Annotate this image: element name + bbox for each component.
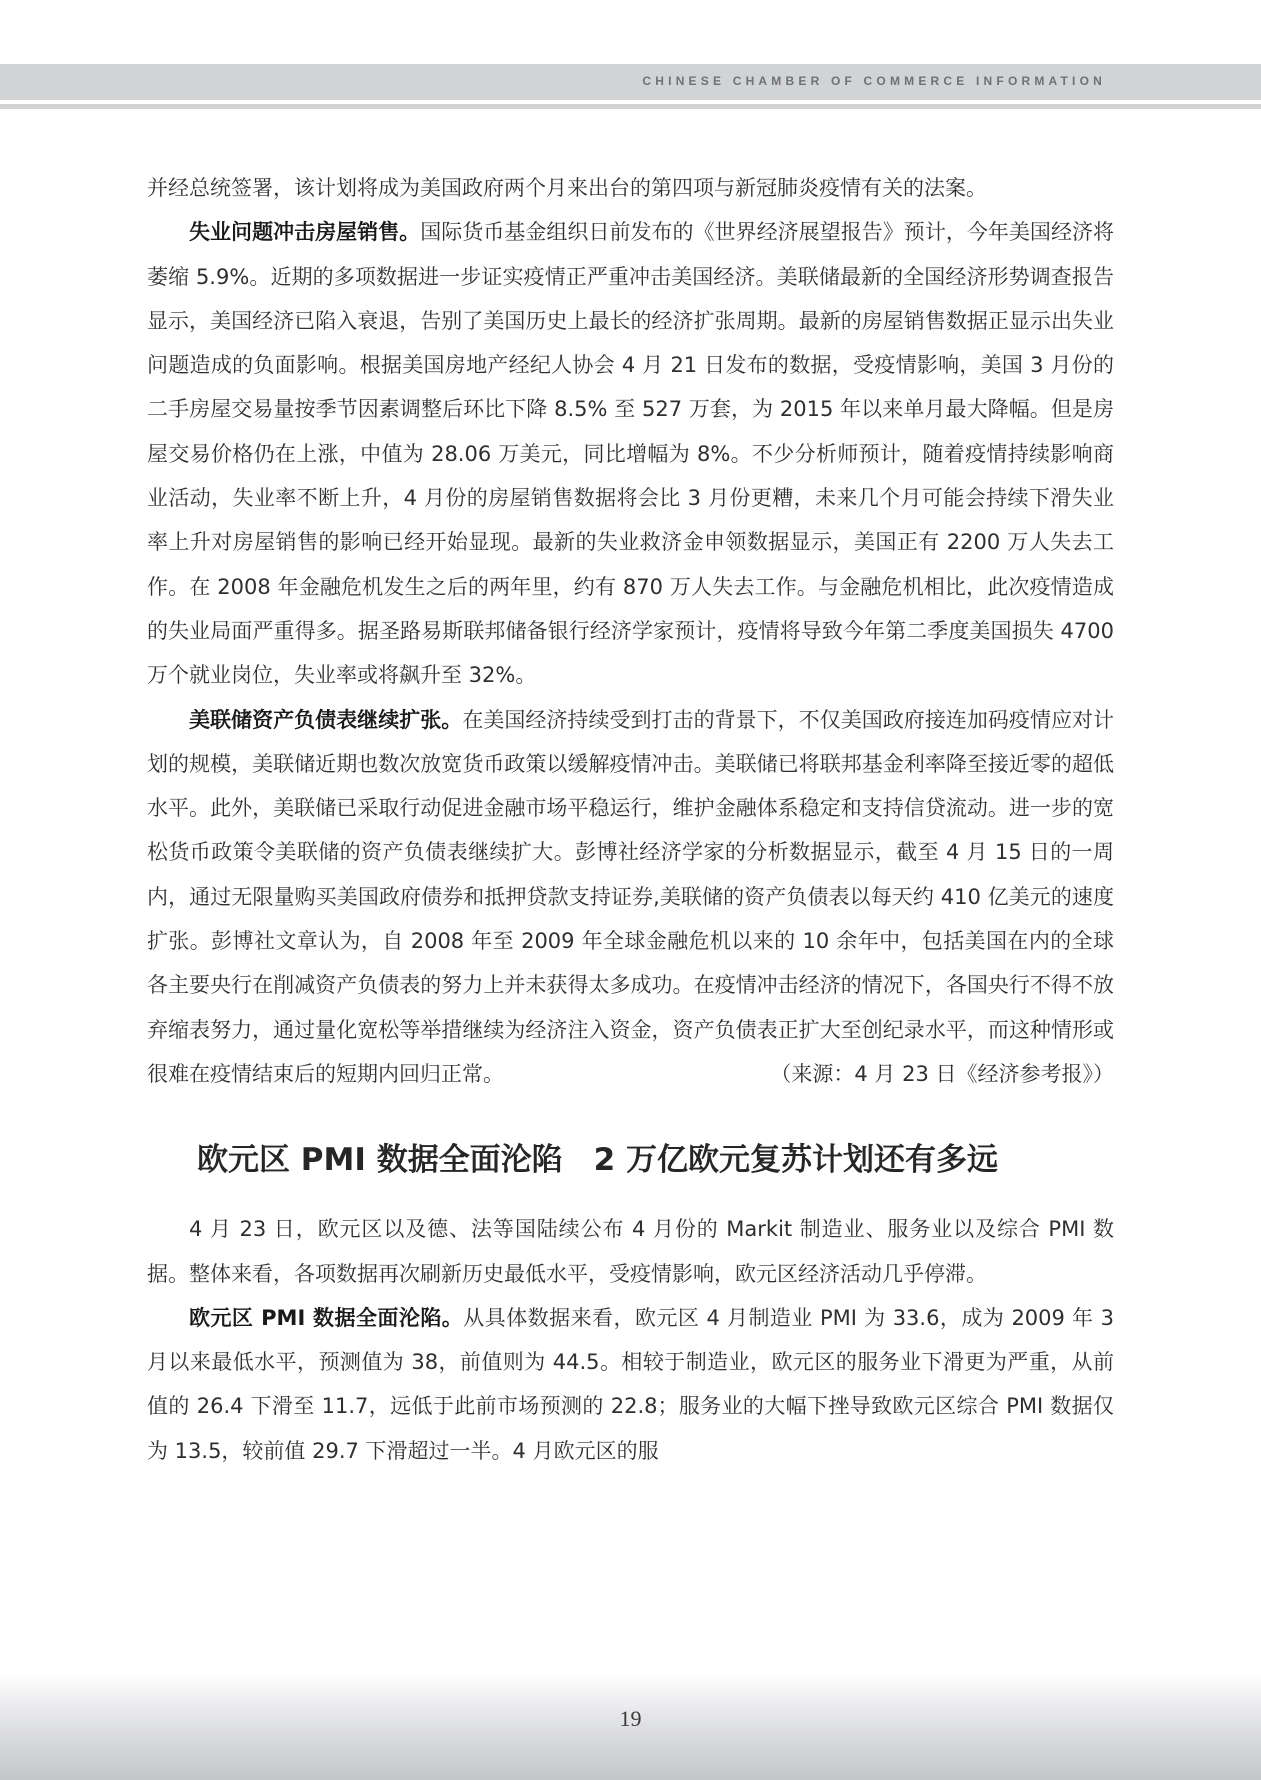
paragraph-body: 国际货币基金组织日前发布的《世界经济展望报告》预计，今年美国经济将萎缩 5.9%。近期的多项数据进一步证实疫情正严重冲击美国经济。美联储最新的全国经济形势调查报告显示，美国经济已陷入衰退，告别了美国历史上最长的经济扩张周期。最新的房屋销售数据正显示出失业问题造成的负面影响。根据美国房地产经纪人协会 4 月 21 日发布的数据，受疫情影响，美国 3 月份的二手房屋交易量按季节因素调整后环比下降 8.5% 至 527 万套，为 2015 年以来单月最大降幅。但是房屋交易价格仍在上涨，中值为 28.06 万美元，同比增幅为 8%。不少分析师预计，随着疫情持续影响商业活动，失业率不断上升，4 月份的房屋销售数据将会比 3 月份更糟，未来几个月可能会持续下滑失业率上升对房屋销售的影响已经开始显现。最新的失业救济金申领数据显示，美国正有 2200 万人失去工作。在 2008 年金融危机发生之后的两年里，约有 870 万人失去工作。与金融危机相比，此次疫情造成的失业局面严重得多。据圣路易斯联邦储备银行经济学家预计，疫情将导致今年第二季度美国损失 4700 万个就业岗位，失业率或将飙升至 32%。 [147, 220, 1115, 688]
header-band [0, 64, 1261, 100]
paragraph-fed-balance-sheet [147, 698, 1114, 1097]
paragraph-heading: 失业问题冲击房屋销售。 [189, 220, 421, 245]
article-intro-tail: 并经总统签署，该计划将成为美国政府两个月来出台的第四项与新冠肺炎疫情有关的法案。 [147, 176, 987, 200]
article-title: 欧元区 PMI 数据全面沦陷 2 万亿欧元复苏计划还有多远 [197, 1142, 999, 1179]
page-number: 19 [619, 1706, 642, 1731]
header-divider [0, 104, 1261, 109]
publication-header: CHINESE CHAMBER OF COMMERCE INFORMATION [642, 74, 1106, 88]
paragraph-body: 从具体数据来看，欧元区 4 月制造业 PMI 为 33.6，成为 2009 年 3 月以来最低水平，预测值为 38，前值则为 44.5。相较于制造业，欧元区的服务业下滑更为严重，从前值的 26.4 下滑至 11.7，远低于此前市场预测的 22.8；服务业的大幅下挫导致欧元区综合 PMI 数据仅为 13.5，较前值 29.7 下滑超过一半。4 月欧元区的服 [147, 1305, 1114, 1463]
paragraph-unemployment-housing [147, 210, 1114, 697]
paragraph-body: 在美国经济持续受到打击的背景下，不仅美国政府接连加码疫情应对计划的规模，美联储近期也数次放宽货币政策以缓解疫情冲击。美联储已将联邦基金利率降至接近零的超低水平。此外，美联储已采取行动促进金融市场平稳运行，维护金融体系稳定和支持信贷流动。进一步的宽松货币政策令美联储的资产负债表继续扩大。彭博社经济学家的分析数据显示，截至 4 月 15 日的一周内，通过无限量购买美国政府债券和抵押贷款支持证券,美联储的资产负债表以每天约 410 亿美元的速度扩张。彭博社文章认为，自 2008 年至 2009 年全球金融危机以来的 10 余年中，包括美国在内的全球各主要央行在削减资产负债表的努力上并未获得太多成功。在疫情冲击经济的情况下，各国央行不得不放弃缩表努力，通过量化宽松等举措继续为经济注入资金，资产负债表正扩大至创纪录水平，而这种情形或很难在疫情结束后的短期内回归正常。 [147, 707, 1115, 1086]
paragraph-heading: 欧元区 PMI 数据全面沦陷。 [189, 1305, 464, 1330]
paragraph-eurozone-intro: 4 月 23 日，欧元区以及德、法等国陆续公布 4 月份的 Markit 制造业、服务业以及综合 PMI 数据。整体来看，各项数据再次刷新历史最低水平，受疫情影响，欧元区经济活动几乎停滞。 [147, 1217, 1114, 1286]
paragraph-heading: 美联储资产负债表继续扩张。 [189, 707, 463, 732]
source-citation: （来源：4 月 23 日《经济参考报》） [770, 1061, 1114, 1086]
page-content [147, 166, 1114, 1473]
paragraph-eurozone-pmi [147, 1296, 1114, 1473]
